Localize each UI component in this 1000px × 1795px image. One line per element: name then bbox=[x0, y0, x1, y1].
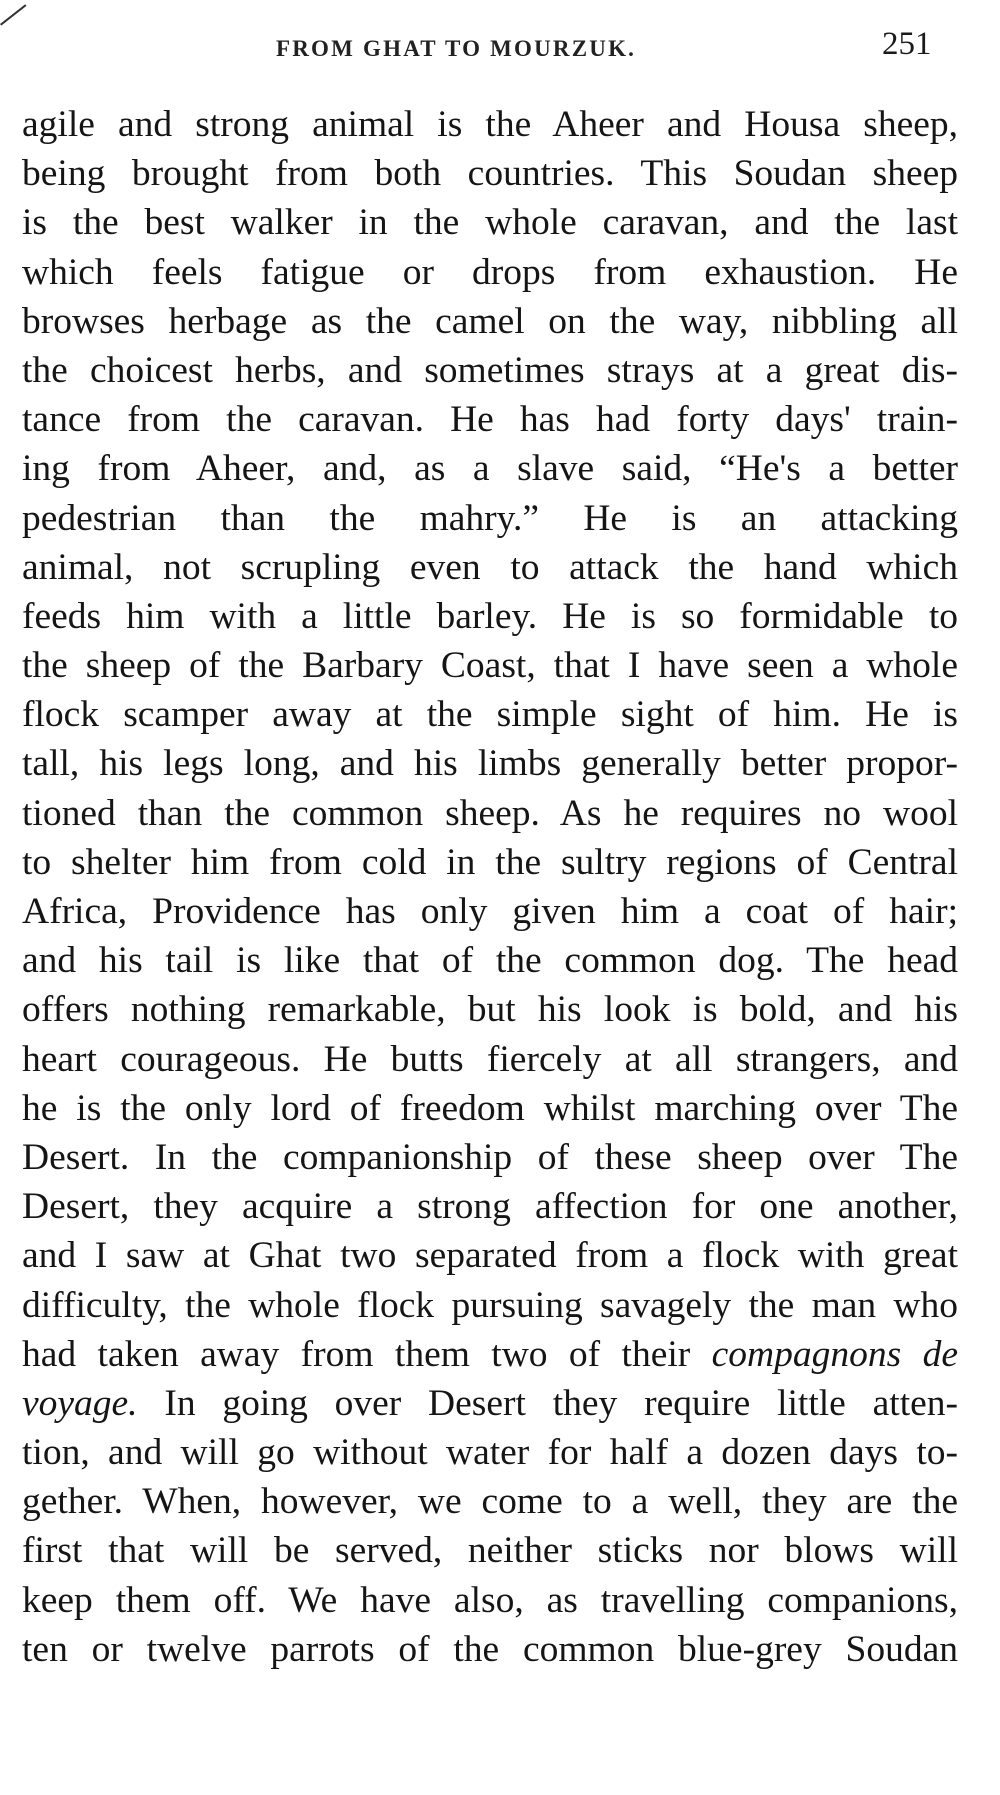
text-line: offers nothing remarkable, but his look is bold, and his bbox=[22, 989, 958, 1031]
text-line: and his tail is like that of the common dog. The head bbox=[22, 940, 958, 982]
text-line: ing from Aheer, and, as a slave said, “He's a better bbox=[22, 448, 958, 490]
text-line: the sheep of the Barbary Coast, that I have seen a whole bbox=[22, 645, 958, 687]
text-line: to shelter him from cold in the sultry regions of Central bbox=[22, 841, 958, 883]
italic-phrase: voyage. bbox=[22, 1382, 138, 1424]
text-line: tioned than the common sheep. As he requires no wool bbox=[22, 792, 958, 834]
text-line: animal, not scrupling even to attack the hand which bbox=[22, 546, 958, 588]
text-line: Africa, Providence has only given him a coat of hair; bbox=[22, 891, 958, 932]
text-line bbox=[22, 1379, 958, 1428]
text-line-segment: had taken away from them two of their bbox=[22, 1333, 712, 1375]
text-line: browses herbage as the camel on the way, nibbling all bbox=[22, 300, 958, 342]
text-line: which feels fatigue or drops from exhaustion. He bbox=[22, 251, 958, 293]
text-line: Desert, they acquire a strong affection for one another, bbox=[22, 1186, 958, 1228]
body-text bbox=[22, 100, 958, 1674]
text-line: tion, and will go without water for half a dozen days to- bbox=[22, 1432, 958, 1474]
text-line: and I saw at Ghat two separated from a flock with great bbox=[22, 1235, 958, 1277]
text-line: difficulty, the whole flock pursuing savagely the man who bbox=[22, 1284, 958, 1326]
text-line bbox=[22, 1330, 958, 1379]
text-line: is the best walker in the whole caravan, and the last bbox=[22, 202, 958, 244]
text-line: keep them off. We have also, as travelling companions, bbox=[22, 1579, 958, 1621]
text-line-segment: In going over Desert they require little atten- bbox=[137, 1382, 958, 1424]
text-line: he is the only lord of freedom whilst marching over The bbox=[22, 1087, 958, 1129]
text-line: tance from the caravan. He has had forty days' train- bbox=[22, 399, 958, 441]
text-line: the choicest herbs, and sometimes strays at a great dis- bbox=[22, 349, 958, 391]
text-line: flock scamper away at the simple sight of him. He is bbox=[22, 694, 958, 736]
text-line: pedestrian than the mahry.” He is an attacking bbox=[22, 497, 958, 539]
page-number: 251 bbox=[882, 26, 932, 62]
text-line: agile and strong animal is the Aheer and Housa sheep, bbox=[22, 104, 958, 145]
text-line: ten or twelve parrots of the common blue-grey Soudan bbox=[22, 1628, 958, 1670]
running-head: FROM GHAT TO MOURZUK. bbox=[276, 36, 637, 61]
text-line: feeds him with a little barley. He is so formidable to bbox=[22, 595, 958, 637]
text-line: first that will be served, neither sticks nor blows will bbox=[22, 1530, 958, 1572]
italic-phrase: compagnons de bbox=[711, 1333, 958, 1375]
text-line: heart courageous. He butts fiercely at all strangers, and bbox=[22, 1038, 958, 1080]
page-header bbox=[0, 26, 1000, 70]
text-line: being brought from both countries. This Soudan sheep bbox=[22, 153, 958, 195]
text-line: Desert. In the companionship of these sheep over The bbox=[22, 1136, 958, 1178]
text-line: tall, his legs long, and his limbs generally better propor- bbox=[22, 743, 958, 785]
text-line: gether. When, however, we come to a well, they are the bbox=[22, 1481, 958, 1523]
